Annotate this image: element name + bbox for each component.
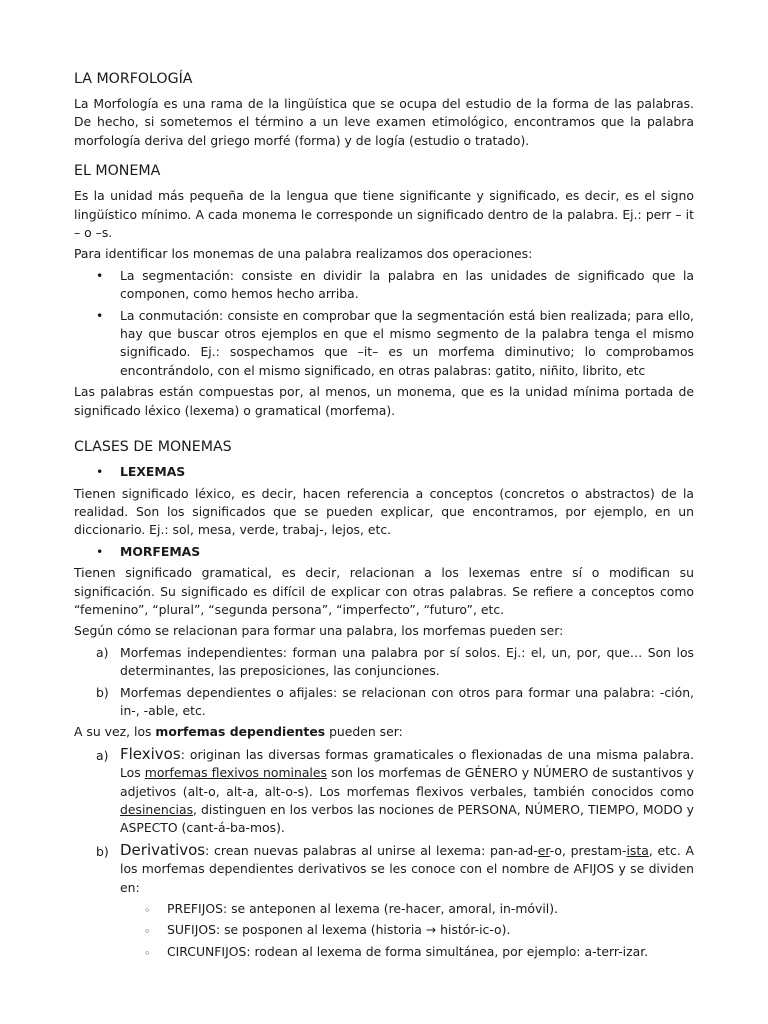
morfema-types-list [74,644,694,721]
dependientes-list [74,745,694,961]
text-fragment: -o, prestam- [549,842,627,858]
bullet-marker: • [96,307,104,323]
list-item [74,684,694,721]
underlined-term: ista [626,842,649,858]
list-item [74,267,694,304]
underlined-term: desinencias [120,802,194,817]
subheading-label: LEXEMAS [120,464,186,480]
list-item [74,307,694,381]
paragraph-lexemas: Tienen significado léxico, es decir, hacen referencia a conceptos (concretos o abstractos) de la realidad. Son los significados que se pueden explicar, que encontramos, por ejemplo, en un diccionario. Ej.: sol, mesa, verde, trabaj-, lejos, etc. [74,485,694,538]
paragraph-morfemas: Tienen significado gramatical, es decir, relacionan a los lexemas entre sí o modifican su significación. Su significado es difícil de explicar con otras palabras. Se refiere a conceptos como “femenino”, “plural”, “segunda persona”, “imperfecto”, “futuro”, etc. [74,565,694,617]
list-item-text: La segmentación: consiste en dividir la palabra en las unidades de significado que la componen, como hemos hecho arriba. [120,267,694,302]
circle-bullet-marker: ◦ [144,946,151,960]
afijos-list [120,900,694,961]
text-fragment: , distinguen en los verbos las nociones de PERSONA, NÚMERO, TIEMPO, MODO y ASPECTO (cant-á-ba-mos). [120,802,694,836]
operations-list [74,267,694,380]
bullet-marker: • [96,543,104,559]
circle-bullet-marker: ◦ [144,925,151,939]
list-item-text: PREFIJOS: se anteponen al lexema (re-hacer, amoral, in-móvil). [167,901,558,917]
section-clases [74,438,694,961]
list-item-text: La conmutación: consiste en comprobar que la segmentación está bien realizada; para ello, hay que buscar otros ejemplos en que el mismo segmento de la palabra tenga el mismo significado. Ej.: sospechamos que –it– es un morfema diminutivo; lo comprobamos encontrándolo, con el mismo significado, en otras palabras: gatito, niñito, librito, etc [120,307,694,378]
list-item-text: Morfemas independientes: forman una palabra por sí solos. Ej.: el, un, por, que… Son los determinantes, las preposiciones, las conjunciones. [120,644,694,679]
list-marker: a) [96,747,109,763]
heading-monema: EL MONEMA [74,163,161,180]
bullet-marker: • [96,267,104,283]
list-item [120,921,694,939]
text-fragment: A su vez, los [74,724,156,740]
text-fragment: pueden ser: [325,724,403,740]
circle-bullet-marker: ◦ [144,904,151,918]
list-item-text: CIRCUNFIJOS: rodean al lexema de forma simultánea, por ejemplo: a-terr-izar. [167,943,649,959]
subheading-morfemas [74,543,694,561]
heading-morfologia: LA MORFOLOGÍA [74,71,193,87]
paragraph-morfologia: La Morfología es una rama de la lingüística que se ocupa del estudio de la forma de las palabras. De hecho, si sometemos el término a un leve examen etimológico, encontramos que la palabra morfología deriva del griego morfé (forma) y de logía (estudio o tratado). [74,96,694,148]
subheading-lexemas [74,463,694,481]
document-page [74,70,694,964]
list-item-text: Morfemas dependientes o afijales: se relacionan con otros para formar una palabra: -ción, in-, -able, etc. [120,684,694,718]
paragraph-monema-definition: Es la unidad más pequeña de la lengua que tiene significante y significado, es decir, es el signo lingüístico mínimo. A cada monema le corresponde un significado dentro de la palabra. Ej.: perr – it – o –s. [74,188,694,241]
heading-clases: CLASES DE MONEMAS [74,439,232,456]
paragraph-monema-summary: Las palabras están compuestas por, al menos, un monema, que es la unidad mínima portada de significado léxico (lexema) o gramatical (morfema). [74,384,694,418]
bullet-marker: • [96,464,104,480]
list-item-derivativos [74,841,694,961]
list-marker: b) [96,843,109,859]
list-item-text: SUFIJOS: se posponen al lexema (historia → histór-ic-o). [167,922,511,938]
underlined-term: er [537,842,550,858]
section-monema [74,162,694,420]
list-marker: a) [96,644,109,660]
list-marker: b) [96,684,109,700]
paragraph-segun: Según cómo se relacionan para formar una palabra, los morfemas pueden ser: [74,623,564,639]
text-fragment: , etc. A los morfemas dependientes derivativos se les conoce con el nombre de AFIJOS y se dividen en: [120,842,695,895]
term-flexivos: Flexivos [120,744,181,763]
underlined-term: morfemas flexivos nominales [144,765,327,781]
bold-term: morfemas dependientes [155,724,326,740]
paragraph-su-vez [74,723,694,741]
list-item-flexivos [74,745,694,838]
text-fragment: son los morfemas de GÉNERO y NÚMERO de sustantivos y adjetivos (alt-o, alt-a, alt-o-s). Los morfemas flexivos verbales, también conocidos como [120,765,694,799]
paragraph-monema-operations: Para identificar los monemas de una palabra realizamos dos operaciones: [74,246,533,262]
list-item [120,943,694,961]
list-item [74,644,694,681]
list-item [120,900,694,918]
subheading-label: MORFEMAS [120,543,201,559]
term-derivativos: Derivativos [120,840,206,859]
text-fragment: : crean nuevas palabras al unirse al lexema: pan-ad- [205,842,538,858]
text-fragment: : originan las diversas formas gramaticales o flexionadas de una misma palabra. Los [120,746,694,781]
